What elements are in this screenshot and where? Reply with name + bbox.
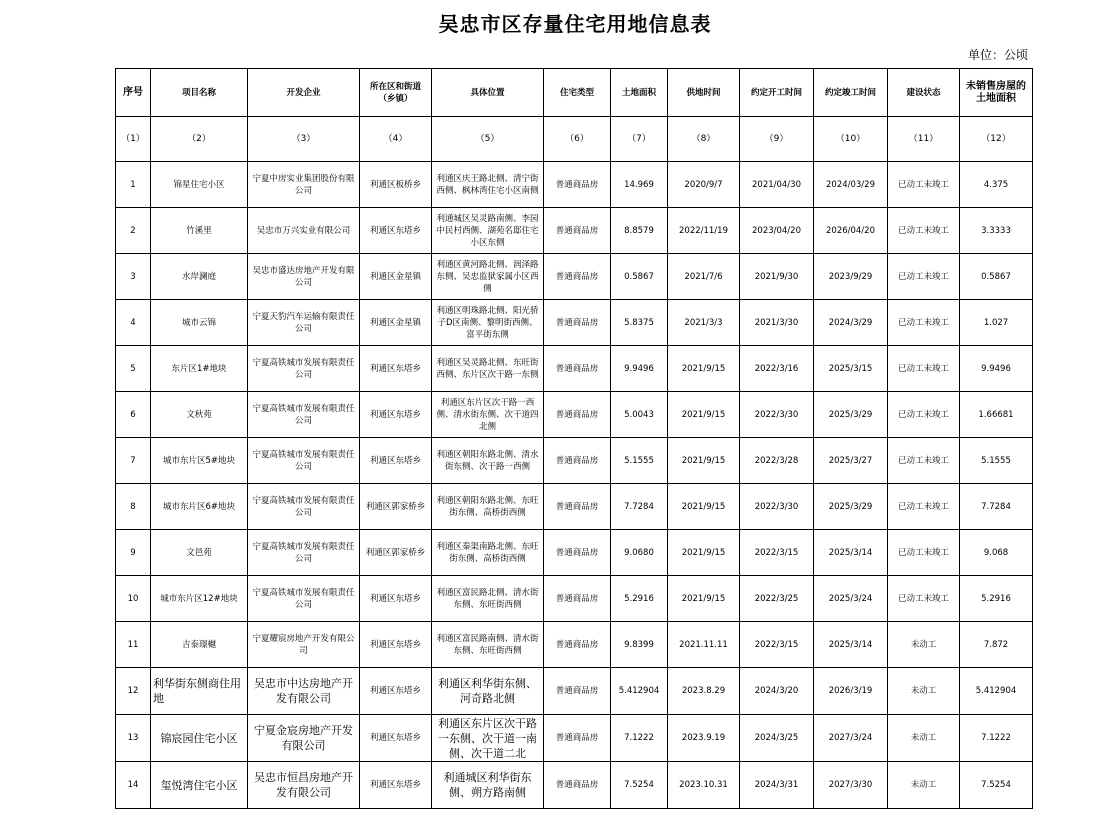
project-name-cell: 竹溪里 [151, 208, 248, 254]
developer-cell: 宁夏高铁城市发展有限责任公司 [248, 484, 360, 530]
seq-cell: 10 [116, 576, 151, 622]
status-cell: 未动工 [888, 762, 960, 809]
supply-date-cell: 2023.10.31 [668, 762, 740, 809]
location-cell: 利通区富民路北侧、清水街东侧、东旺街西侧 [432, 576, 544, 622]
seq-cell: 13 [116, 715, 151, 762]
table-row [116, 484, 1033, 530]
project-name-cell: 东片区1#地块 [151, 346, 248, 392]
table-row [116, 162, 1033, 208]
land-area-cell: 0.5867 [611, 254, 668, 300]
completion-date-cell: 2027/3/30 [814, 762, 888, 809]
district-cell: 利通区东塔乡 [360, 576, 432, 622]
land-area-cell: 5.1555 [611, 438, 668, 484]
completion-date-cell: 2026/3/19 [814, 668, 888, 715]
start-date-cell: 2024/3/20 [740, 668, 814, 715]
start-date-cell: 2023/04/20 [740, 208, 814, 254]
supply-date-cell: 2021/9/15 [668, 576, 740, 622]
location-cell: 利通区明珠路北侧、阳光骄子D区南侧、黎明街西侧、富平街东侧 [432, 300, 544, 346]
completion-date-cell: 2026/04/20 [814, 208, 888, 254]
land-info-table [115, 68, 1033, 809]
housing-type-cell: 普通商品房 [544, 484, 611, 530]
unsold-area-cell: 1.027 [960, 300, 1033, 346]
housing-type-cell: 普通商品房 [544, 438, 611, 484]
status-cell: 已动工未竣工 [888, 300, 960, 346]
start-date-cell: 2024/3/25 [740, 715, 814, 762]
start-date-cell: 2021/04/30 [740, 162, 814, 208]
land-area-cell: 9.9496 [611, 346, 668, 392]
project-name-cell: 城市东片区5#地块 [151, 438, 248, 484]
housing-type-cell: 普通商品房 [544, 162, 611, 208]
developer-cell: 宁夏高铁城市发展有限责任公司 [248, 392, 360, 438]
seq-cell: 6 [116, 392, 151, 438]
land-area-cell: 5.8375 [611, 300, 668, 346]
developer-cell: 宁夏高铁城市发展有限责任公司 [248, 530, 360, 576]
housing-type-cell: 普通商品房 [544, 576, 611, 622]
developer-cell: 吴忠市中达房地产开发有限公司 [248, 668, 360, 715]
completion-date-cell: 2023/9/29 [814, 254, 888, 300]
status-cell: 已动工未竣工 [888, 208, 960, 254]
completion-date-cell: 2024/03/29 [814, 162, 888, 208]
completion-date-cell: 2027/3/24 [814, 715, 888, 762]
seq-cell: 3 [116, 254, 151, 300]
unsold-area-cell: 7.7284 [960, 484, 1033, 530]
header-cell: 所在区和街道（乡镇） [360, 69, 432, 117]
table-row [116, 530, 1033, 576]
status-cell: 已动工未竣工 [888, 530, 960, 576]
supply-date-cell: 2020/9/7 [668, 162, 740, 208]
index-cell: （9） [740, 117, 814, 162]
land-area-cell: 7.7284 [611, 484, 668, 530]
table-row [116, 438, 1033, 484]
supply-date-cell: 2021.11.11 [668, 622, 740, 668]
land-area-cell: 7.5254 [611, 762, 668, 809]
unsold-area-cell: 3.3333 [960, 208, 1033, 254]
housing-type-cell: 普通商品房 [544, 208, 611, 254]
project-name-cell: 锦宸园住宅小区 [151, 715, 248, 762]
completion-date-cell: 2025/3/29 [814, 484, 888, 530]
housing-type-cell: 普通商品房 [544, 715, 611, 762]
unsold-area-cell: 0.5867 [960, 254, 1033, 300]
header-cell: 供地时间 [668, 69, 740, 117]
seq-cell: 2 [116, 208, 151, 254]
status-cell: 未动工 [888, 668, 960, 715]
seq-cell: 8 [116, 484, 151, 530]
project-name-cell: 玺悦湾住宅小区 [151, 762, 248, 809]
unsold-area-cell: 4.375 [960, 162, 1033, 208]
seq-cell: 9 [116, 530, 151, 576]
start-date-cell: 2022/3/16 [740, 346, 814, 392]
district-cell: 利通区东塔乡 [360, 668, 432, 715]
supply-date-cell: 2022/11/19 [668, 208, 740, 254]
unsold-area-cell: 9.068 [960, 530, 1033, 576]
start-date-cell: 2021/3/30 [740, 300, 814, 346]
location-cell: 利通区富民路南侧、清水街东侧、东旺街西侧 [432, 622, 544, 668]
header-cell: 土地面积 [611, 69, 668, 117]
location-cell: 利通区秦渠南路北侧、东旺街东侧、高桥街西侧 [432, 530, 544, 576]
housing-type-cell: 普通商品房 [544, 762, 611, 809]
header-cell: 未销售房屋的土地面积 [960, 69, 1033, 117]
table-row [116, 254, 1033, 300]
housing-type-cell: 普通商品房 [544, 622, 611, 668]
district-cell: 利通区东塔乡 [360, 392, 432, 438]
completion-date-cell: 2024/3/29 [814, 300, 888, 346]
district-cell: 利通区东塔乡 [360, 346, 432, 392]
unsold-area-cell: 5.412904 [960, 668, 1033, 715]
developer-cell: 宁夏金宸房地产开发有限公司 [248, 715, 360, 762]
land-area-cell: 14.969 [611, 162, 668, 208]
supply-date-cell: 2023.8.29 [668, 668, 740, 715]
seq-cell: 12 [116, 668, 151, 715]
project-name-cell: 文秋苑 [151, 392, 248, 438]
index-cell: （4） [360, 117, 432, 162]
housing-type-cell: 普通商品房 [544, 346, 611, 392]
district-cell: 利通区东塔乡 [360, 438, 432, 484]
status-cell: 已动工未竣工 [888, 438, 960, 484]
table-row [116, 762, 1033, 809]
start-date-cell: 2021/9/30 [740, 254, 814, 300]
seq-cell: 5 [116, 346, 151, 392]
completion-date-cell: 2025/3/29 [814, 392, 888, 438]
location-cell: 利通区东片区次干路一东侧、次干道一南侧、次干道二北 [432, 715, 544, 762]
completion-date-cell: 2025/3/24 [814, 576, 888, 622]
developer-cell: 吴忠市万兴实业有限公司 [248, 208, 360, 254]
project-name-cell: 水岸澜庭 [151, 254, 248, 300]
location-cell: 利通区庆王路北侧、清宁街西侧、枫林湾住宅小区南侧 [432, 162, 544, 208]
header-cell: 约定开工时间 [740, 69, 814, 117]
supply-date-cell: 2021/9/15 [668, 346, 740, 392]
table-row [116, 715, 1033, 762]
header-cell: 项目名称 [151, 69, 248, 117]
developer-cell: 吴忠市盛达房地产开发有限公司 [248, 254, 360, 300]
district-cell: 利通区郭家桥乡 [360, 530, 432, 576]
supply-date-cell: 2021/9/15 [668, 484, 740, 530]
supply-date-cell: 2021/9/15 [668, 392, 740, 438]
district-cell: 利通区东塔乡 [360, 208, 432, 254]
developer-cell: 宁夏高铁城市发展有限责任公司 [248, 346, 360, 392]
index-cell: （1） [116, 117, 151, 162]
unsold-area-cell: 5.1555 [960, 438, 1033, 484]
index-row [116, 117, 1033, 162]
district-cell: 利通区金星镇 [360, 254, 432, 300]
supply-date-cell: 2021/9/15 [668, 438, 740, 484]
project-name-cell: 文邑苑 [151, 530, 248, 576]
start-date-cell: 2022/3/15 [740, 530, 814, 576]
location-cell: 利通城区吴灵路南侧、李园中民村西侧、湖苑名邸住宅小区东侧 [432, 208, 544, 254]
supply-date-cell: 2021/7/6 [668, 254, 740, 300]
housing-type-cell: 普通商品房 [544, 254, 611, 300]
table-row [116, 300, 1033, 346]
status-cell: 已动工未竣工 [888, 484, 960, 530]
land-area-cell: 9.8399 [611, 622, 668, 668]
status-cell: 已动工未竣工 [888, 392, 960, 438]
unsold-area-cell: 7.1222 [960, 715, 1033, 762]
housing-type-cell: 普通商品房 [544, 530, 611, 576]
table-row [116, 576, 1033, 622]
developer-cell: 宁夏天豹汽车运输有限责任公司 [248, 300, 360, 346]
location-cell: 利通区朝阳东路北侧、清水街东侧、次干路一西侧 [432, 438, 544, 484]
status-cell: 未动工 [888, 715, 960, 762]
developer-cell: 吴忠市恒昌房地产开发有限公司 [248, 762, 360, 809]
header-row [116, 69, 1033, 117]
seq-cell: 1 [116, 162, 151, 208]
header-cell: 约定竣工时间 [814, 69, 888, 117]
district-cell: 利通区郭家桥乡 [360, 484, 432, 530]
table-row [116, 622, 1033, 668]
district-cell: 利通区金星镇 [360, 300, 432, 346]
page-title: 吴忠市区存量住宅用地信息表 [438, 12, 712, 36]
header-cell: 开发企业 [248, 69, 360, 117]
housing-type-cell: 普通商品房 [544, 668, 611, 715]
table-row [116, 668, 1033, 715]
start-date-cell: 2022/3/30 [740, 484, 814, 530]
completion-date-cell: 2025/3/15 [814, 346, 888, 392]
start-date-cell: 2022/3/30 [740, 392, 814, 438]
unsold-area-cell: 5.2916 [960, 576, 1033, 622]
land-area-cell: 5.412904 [611, 668, 668, 715]
start-date-cell: 2022/3/25 [740, 576, 814, 622]
developer-cell: 宁夏高铁城市发展有限责任公司 [248, 438, 360, 484]
header-cell: 建设状态 [888, 69, 960, 117]
project-name-cell: 利华街东侧商住用地 [151, 668, 248, 715]
land-area-cell: 9.0680 [611, 530, 668, 576]
status-cell: 已动工未竣工 [888, 346, 960, 392]
land-area-cell: 5.0043 [611, 392, 668, 438]
project-name-cell: 城市云锦 [151, 300, 248, 346]
project-name-cell: 城市东片区6#地块 [151, 484, 248, 530]
unsold-area-cell: 1.66681 [960, 392, 1033, 438]
status-cell: 已动工未竣工 [888, 576, 960, 622]
developer-cell: 宁夏高铁城市发展有限责任公司 [248, 576, 360, 622]
housing-type-cell: 普通商品房 [544, 300, 611, 346]
index-cell: （2） [151, 117, 248, 162]
unsold-area-cell: 9.9496 [960, 346, 1033, 392]
supply-date-cell: 2021/3/3 [668, 300, 740, 346]
district-cell: 利通区板桥乡 [360, 162, 432, 208]
supply-date-cell: 2021/9/15 [668, 530, 740, 576]
land-area-cell: 7.1222 [611, 715, 668, 762]
completion-date-cell: 2025/3/14 [814, 622, 888, 668]
location-cell: 利通区朝阳东路北侧、东旺街东侧、高桥街西侧 [432, 484, 544, 530]
developer-cell: 宁夏中房实业集团股份有限公司 [248, 162, 360, 208]
index-cell: （3） [248, 117, 360, 162]
project-name-cell: 锦星住宅小区 [151, 162, 248, 208]
index-cell: （5） [432, 117, 544, 162]
unsold-area-cell: 7.5254 [960, 762, 1033, 809]
seq-cell: 14 [116, 762, 151, 809]
header-cell: 序号 [116, 69, 151, 117]
table-row [116, 346, 1033, 392]
table-row [116, 392, 1033, 438]
status-cell: 已动工未竣工 [888, 254, 960, 300]
supply-date-cell: 2023.9.19 [668, 715, 740, 762]
completion-date-cell: 2025/3/27 [814, 438, 888, 484]
location-cell: 利通区东片区次干路一西侧、清水街东侧、次干道四北侧 [432, 392, 544, 438]
completion-date-cell: 2025/3/14 [814, 530, 888, 576]
index-cell: （8） [668, 117, 740, 162]
district-cell: 利通区东塔乡 [360, 762, 432, 809]
index-cell: （6） [544, 117, 611, 162]
land-area-cell: 5.2916 [611, 576, 668, 622]
index-cell: （7） [611, 117, 668, 162]
status-cell: 已动工未竣工 [888, 162, 960, 208]
start-date-cell: 2022/3/15 [740, 622, 814, 668]
unsold-area-cell: 7.872 [960, 622, 1033, 668]
start-date-cell: 2022/3/28 [740, 438, 814, 484]
seq-cell: 11 [116, 622, 151, 668]
seq-cell: 4 [116, 300, 151, 346]
district-cell: 利通区东塔乡 [360, 622, 432, 668]
index-cell: （10） [814, 117, 888, 162]
table-row [116, 208, 1033, 254]
land-area-cell: 8.8579 [611, 208, 668, 254]
seq-cell: 7 [116, 438, 151, 484]
developer-cell: 宁夏耀宸房地产开发有限公司 [248, 622, 360, 668]
project-name-cell: 城市东片区12#地块 [151, 576, 248, 622]
location-cell: 利通城区利华街东侧、朔方路南侧 [432, 762, 544, 809]
housing-type-cell: 普通商品房 [544, 392, 611, 438]
index-cell: （11） [888, 117, 960, 162]
status-cell: 未动工 [888, 622, 960, 668]
unit-label: 单位：公顷 [967, 48, 1028, 62]
header-cell: 住宅类型 [544, 69, 611, 117]
location-cell: 利通区利华街东侧、河奇路北侧 [432, 668, 544, 715]
project-name-cell: 吉泰璟樾 [151, 622, 248, 668]
index-cell: （12） [960, 117, 1033, 162]
district-cell: 利通区东塔乡 [360, 715, 432, 762]
location-cell: 利通区黄河路北侧、润泽路东侧、吴忠监狱家属小区西侧 [432, 254, 544, 300]
header-cell: 具体位置 [432, 69, 544, 117]
location-cell: 利通区吴灵路北侧、东旺街西侧、东片区次干路一东侧 [432, 346, 544, 392]
start-date-cell: 2024/3/31 [740, 762, 814, 809]
